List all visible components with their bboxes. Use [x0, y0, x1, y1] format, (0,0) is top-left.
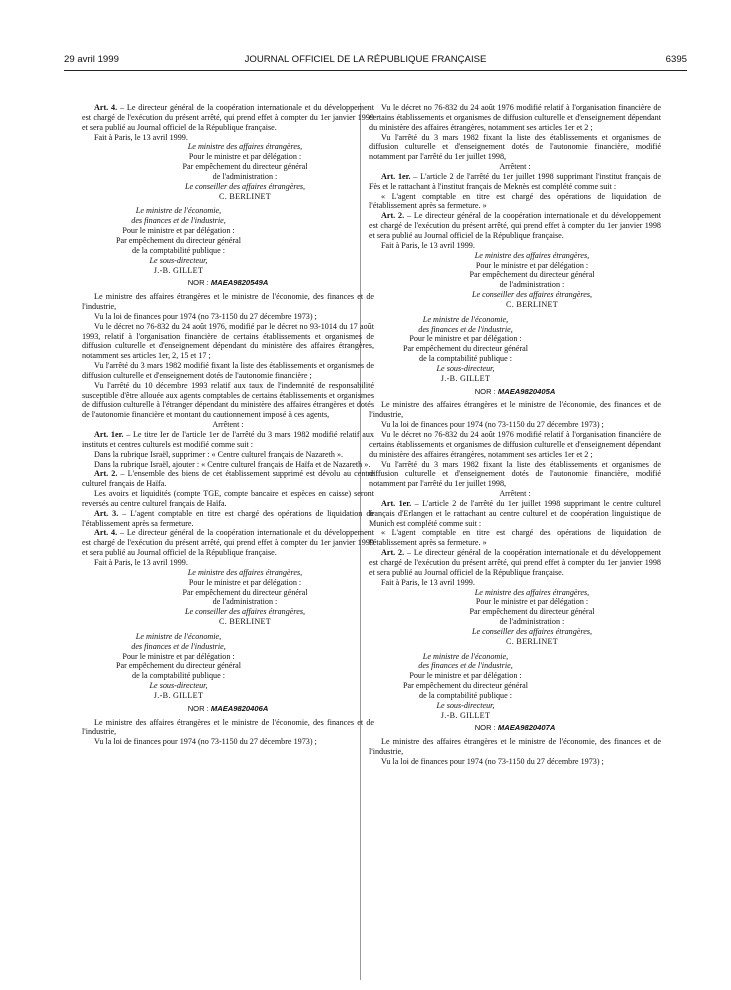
visa-paragraph: Le ministre des affaires étrangères et le ministre de l'économie, des finances et de l'industrie,: [369, 400, 661, 420]
fait-line: Fait à Paris, le 13 avril 1999.: [94, 557, 188, 567]
signature-block-economie: Le ministre de l'économie, des finances et de l'industrie, Pour le ministre et par délégation : Par empêchement du directeur général de la comptabilité publique : Le sous-directeur, J.-B. GILLET: [116, 206, 241, 275]
nor-reference: NOR : MAEA9820549A: [187, 278, 269, 288]
header-title: JOURNAL OFFICIEL DE LA RÉPUBLIQUE FRANÇAISE: [244, 54, 487, 65]
article-paragraph: Art. 1er. – Le titre Ier de l'article 1er de l'arrêté du 3 mars 1982 modifié relatif aux instituts et centres culturels est modifié comme suit :: [82, 430, 374, 449]
signature-block-affaires: Le ministre des affaires étrangères, Pour le ministre et par délégation : Par empêchement du directeur général de l'administration : Le conseiller des affaires étrangères, C. BERLINET: [469, 587, 595, 646]
visa-paragraph: Vu le décret no 76-832 du 24 août 1976 modifié relatif à l'organisation financière de certains établissements et organismes de diffusion culturelle et d'enseignement dépendant du ministère des affaires étrangères, notamment ses articles 1er et 2 ;: [369, 430, 661, 459]
article-paragraph: Les avoirs et liquidités (compte TGE, compte bancaire et espèces en caisse) seront reversés au centre culturel français de Haïfa.: [82, 489, 374, 508]
article-paragraph: Art. 2. – Le directeur général de la coopération internationale et du développement est chargé de l'exécution du présent arrêté, qui prend effet à compter du 1er janvier 1998 et sera publié au Journal officiel de la République française.: [369, 548, 661, 577]
nor-reference: NOR : MAEA9820407A: [474, 723, 556, 733]
visa-paragraph: Vu l'arrêté du 3 mars 1982 modifié fixant la liste des établissements et organismes de diffusion culturelle et d'enseignement dotés de l'autonomie financière ;: [82, 361, 374, 380]
fait-line: Fait à Paris, le 13 avril 1999.: [381, 577, 475, 587]
article-paragraph: Dans la rubrique Israël, supprimer : « Centre culturel français de Nazareth ».: [94, 449, 344, 459]
article-paragraph: Dans la rubrique Israël, ajouter : « Centre culturel français de Haïfa et de Nazareth ».: [94, 459, 371, 469]
visa-paragraph: Vu la loi de finances pour 1974 (no 73-1150 du 27 décembre 1973) ;: [381, 420, 604, 430]
visa-paragraph: Vu la loi de finances pour 1974 (no 73-1150 du 27 décembre 1973) ;: [94, 737, 317, 747]
fait-line: Fait à Paris, le 13 avril 1999.: [94, 132, 188, 142]
arretent-heading: Arrêtent :: [499, 162, 531, 172]
header-date: 29 avril 1999: [64, 54, 119, 65]
visa-paragraph: Vu la loi de finances pour 1974 (no 73-1150 du 27 décembre 1973) ;: [381, 757, 604, 766]
fait-line: Fait à Paris, le 13 avril 1999.: [381, 240, 475, 250]
visa-paragraph: Vu le décret no 76-832 du 24 août 1976, modifié par le décret no 93-1014 du 17 août 1993, relatif à l'organisation financière de certains établissements et organismes de diffusion culturelle et d'enseignement dépendant du ministère des affaires étrangères, notamment ses articles 1er, 2, 15 et 17 ;: [82, 321, 374, 361]
visa-paragraph: Le ministre des affaires étrangères et le ministre de l'économie, des finances et de l'industrie,: [82, 717, 374, 737]
signature-block-affaires: Le ministre des affaires étrangères, Pour le ministre et par délégation : Par empêchement du directeur général de l'administration : Le conseiller des affaires étrangères, C. BERLINET: [469, 250, 595, 309]
visa-paragraph: Vu le décret no 76-832 du 24 août 1976 modifié relatif à l'organisation financière de certains établissements et organismes de diffusion culturelle et d'enseignement dépendant du ministère des affaires étrangères, notamment ses articles 1er et 2 ;: [369, 103, 661, 132]
article-paragraph: Art. 1er. – L'article 2 de l'arrêté du 1er juillet 1998 supprimant l'institut français de Fès et le rattachant à l'institut français de Meknès est complété comme suit :: [369, 171, 661, 191]
visa-paragraph: Le ministre des affaires étrangères et le ministre de l'économie, des finances et de l'industrie,: [82, 292, 374, 312]
right-column: [369, 103, 661, 767]
signature-block-economie: Le ministre de l'économie, des finances et de l'industrie, Pour le ministre et par délégation : Par empêchement du directeur général de la comptabilité publique : Le sous-directeur, J.-B. GILLET: [403, 651, 528, 720]
signature-block-economie: Le ministre de l'économie, des finances et de l'industrie, Pour le ministre et par délégation : Par empêchement du directeur général de la comptabilité publique : Le sous-directeur, J.-B. GILLET: [116, 631, 241, 700]
visa-paragraph: Le ministre des affaires étrangères et le ministre de l'économie, des finances et de l'industrie,: [369, 737, 661, 757]
signature-block-economie: Le ministre de l'économie, des finances et de l'industrie, Pour le ministre et par délégation : Par empêchement du directeur général de la comptabilité publique : Le sous-directeur, J.-B. GILLET: [403, 314, 528, 383]
nor-reference: NOR : MAEA9820406A: [187, 703, 269, 713]
article-paragraph: « L'agent comptable en titre est chargé des opérations de liquidation de l'établissement après sa fermeture. »: [369, 191, 661, 211]
header-rule: [64, 70, 687, 71]
article-paragraph: Art. 2. – Le directeur général de la coopération internationale et du développement est chargé de l'exécution du présent arrêté, qui prend effet à compter du 1er janvier 1998 et sera publié au Journal officiel de la République française.: [369, 211, 661, 240]
visa-paragraph: Vu l'arrêté du 10 décembre 1993 relatif aux taux de l'indemnité de responsabilité susceptible d'être allouée aux agents comptables de certains établissements et organismes de diffusion culturelle à l'étranger dépendant du ministère des affaires étrangères et dotés de l'autonomie financière et montant du cautionnement imposé à ces agents,: [82, 380, 374, 420]
visa-paragraph: Vu l'arrêté du 3 mars 1982 fixant la liste des établissements et organismes de diffusion culturelle et d'enseignement dotés de l'autonomie financière, modifié notamment par l'arrêté du 1er juillet 1998,: [369, 459, 661, 489]
nor-reference: NOR : MAEA9820405A: [474, 386, 556, 396]
arretent-heading: Arrêtent :: [499, 489, 531, 499]
signature-block-affaires: Le ministre des affaires étrangères, Pour le ministre et par délégation : Par empêchement du directeur général de l'administration : Le conseiller des affaires étrangères, C. BERLINET: [182, 142, 308, 201]
article-paragraph: « L'agent comptable en titre est chargé des opérations de liquidation de l'établissement après sa fermeture. »: [369, 528, 661, 548]
header-page-number: 6395: [665, 54, 687, 65]
visa-paragraph: Vu la loi de finances pour 1974 (no 73-1150 du 27 décembre 1973) ;: [94, 311, 317, 321]
article-paragraph: Art. 1er. – L'article 2 de l'arrêté du 1er juillet 1998 supprimant le centre culturel français d'Erlangen et le rattachant au centre culturel et de coopération linguistique de Munich est complété comme suit :: [369, 498, 661, 528]
signature-block-affaires: Le ministre des affaires étrangères, Pour le ministre et par délégation : Par empêchement du directeur général de l'administration : Le conseiller des affaires étrangères, C. BERLINET: [182, 567, 308, 627]
article-paragraph: Art. 4. – Le directeur général de la coopération internationale et du développement est chargé de l'exécution du présent arrêté, qui prend effet à compter du 1er janvier 1999 et sera publié au Journal officiel de la République française.: [82, 528, 374, 558]
page-header: [0, 54, 731, 68]
article-paragraph: Art. 3. – L'agent comptable en titre est chargé des opérations de liquidation de l'établissement après sa fermeture.: [82, 508, 374, 528]
visa-paragraph: Vu l'arrêté du 3 mars 1982 fixant la liste des établissements et organismes de diffusion culturelle et d'enseignement dotés de l'autonomie financière, modifié notamment par l'arrêté du 1er juillet 1998,: [369, 132, 661, 162]
article-paragraph: Art. 2. – L'ensemble des biens de cet établissement supprimé est dévolu au centre culturel français de Haïfa.: [82, 469, 374, 489]
article-paragraph: Art. 4. – Le directeur général de la coopération internationale et du développement est chargé de l'exécution du présent arrêté, qui prend effet à compter du 1er janvier 1999 et sera publié au Journal officiel de la République française.: [82, 103, 374, 132]
left-column: [82, 103, 374, 747]
arretent-heading: Arrêtent :: [212, 420, 244, 430]
